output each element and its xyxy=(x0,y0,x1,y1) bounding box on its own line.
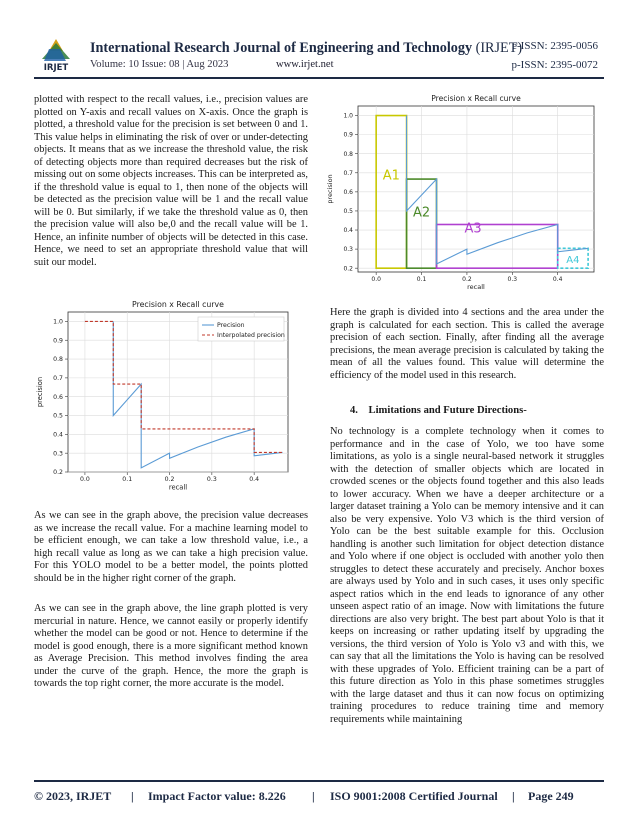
legend-label: Precision xyxy=(217,322,245,330)
footer-impact-factor: Impact Factor value: 8.226 xyxy=(148,789,286,803)
chart-title: Precision x Recall curve xyxy=(132,300,224,309)
y-axis-label: precision xyxy=(326,174,334,204)
x-tick-label: 0.1 xyxy=(416,276,427,283)
y-tick-label: 0.4 xyxy=(343,227,353,235)
x-tick-label: 0.2 xyxy=(462,276,472,283)
footer-rule xyxy=(34,780,604,782)
x-tick-label: 0.3 xyxy=(206,476,217,484)
x-tick-label: 0.2 xyxy=(164,476,175,484)
y-tick-label: 1.0 xyxy=(53,318,63,326)
irjet-logo xyxy=(36,37,76,73)
precision-recall-chart xyxy=(36,300,298,500)
y-axis-label: precision xyxy=(36,376,44,408)
y-tick-label: 1.0 xyxy=(343,112,353,120)
legend-label: Interpolated precision xyxy=(217,332,285,340)
y-tick-label: 0.3 xyxy=(343,246,353,254)
y-tick-label: 0.6 xyxy=(343,188,353,196)
section-heading: 4. Limitations and Future Directions- xyxy=(350,405,527,416)
journal-abbrev: (IRJET) xyxy=(475,40,523,56)
footer-separator: | xyxy=(312,789,315,803)
left-paragraph-1: plotted with respect to the recall values, i.e., precision values are plotted on Y-axis and recall values on X-axis. Once the graph is plotted, a threshold value for the precision is set between 0 and 1. This value helps in eliminating the risk of over or under-detecting objects. It means that as we increase the threshold value, the risk of detecting objects more than required decreases but the risk of missing out on some objects increases. This can be interpreted as, if the threshold value is equal to 1, then none of the objects will be detected as the precision value will be 1 and the recall value will be 0. But similarly, if we take the threshold value as 0, then the precision value will also be,0 and the recall value will be 1. Hence, an infinite number of objects will be detected in this case. Hence, we need to set an appropriate threshold value that will suit our model. xyxy=(34,94,308,268)
y-tick-label: 0.5 xyxy=(343,208,353,216)
x-axis-label: recall xyxy=(168,483,188,492)
x-tick-label: 0.1 xyxy=(122,476,133,484)
region-label-a1: A1 xyxy=(382,168,400,184)
logo-text: IRJET xyxy=(43,63,69,73)
y-tick-label: 0.8 xyxy=(343,150,353,158)
x-tick-label: 0.4 xyxy=(249,476,260,484)
region-label-a3: A3 xyxy=(464,221,482,237)
y-tick-label: 0.2 xyxy=(343,265,353,273)
y-tick-label: 0.9 xyxy=(343,131,353,139)
right-paragraph-1: Here the graph is divided into 4 sections and the area under the graph is calculated for each section. This is called the average precision of each section. Finally, after finding all the average precisions, the mean average precision is calculated by taking the mean of all the values found. This value will determine the efficiency of the model used in this research. xyxy=(330,307,604,381)
x-axis-label: recall xyxy=(467,282,485,291)
x-tick-label: 0.0 xyxy=(80,476,90,484)
volume-issue: Volume: 10 Issue: 08 | Aug 2023 xyxy=(90,59,229,70)
p-issn: p-ISSN: 2395-0072 xyxy=(511,59,598,71)
footer-copyright: © 2023, IRJET xyxy=(34,789,112,803)
region-label-a4: A4 xyxy=(566,255,580,267)
footer-page-number: Page 249 xyxy=(528,789,574,803)
left-paragraph-3: As we can see in the graph above, the line graph plotted is very mercurial in nature. Hence, we cannot easily or properly identify whether the model can be good or not. Hence to determine if the model is good enough, there is a more significant method known as Average Precision. This method involves finding the area under the curve of the graph. Hence, the more the graph is towards the top right corner, the more accurate is the model. xyxy=(34,603,308,689)
average-precision-sections-chart xyxy=(326,94,602,292)
page-header xyxy=(0,0,638,88)
y-tick-label: 0.6 xyxy=(53,393,63,401)
journal-website: www.irjet.net xyxy=(276,59,334,70)
y-tick-label: 0.5 xyxy=(53,412,63,420)
y-tick-label: 0.3 xyxy=(53,450,63,458)
y-tick-label: 0.2 xyxy=(53,469,63,477)
journal-title xyxy=(90,40,522,57)
right-paragraph-2: No technology is a complete technology when it comes to performance and in the case of Yolo, we too have some limitations, as yolo is a single neural-based network it struggles with the detection of smaller objects which are located in crowded scenes or the objects found together and this also leads to lower accuracy. When we have a deeper architecture or a larger dataset training a Yolo can be memory intensive and it can also be very expensive. Yolo V3 which is the third version of Yolo can be the best suitable example for this. Occlusion handling is another such limitation for object detection distance and Yolo where if one object is occluded with another yolo then struggles to detect these accurately and precisely. Anchor boxes are always used by Yolo and in such cases, it uses only specific aspect ratios which in the end leads to ignorance of any other unseen aspect ratio of an image. Now with limitations the future directions are also very bright. The best part about Yolo is that it keeps on increasing or rather updating itself by upgrading the versions, the third version of Yolo is Yolo v3 and with this, we can say that all the limitations the Yolo is having can be resolved with these upgrades of Yolo. Efficient training can be a part of this future direction as Yolo in this phase sometimes struggles with the large dataset and thus it can now focus on optimizing training procedures to reduce training time and memory requirements while maintaining xyxy=(330,426,604,725)
e-issn: e-ISSN: 2395-0056 xyxy=(512,40,598,52)
x-tick-label: 0.3 xyxy=(507,276,518,283)
y-tick-label: 0.4 xyxy=(53,431,63,439)
footer-separator: | xyxy=(512,789,515,803)
x-tick-label: 0.4 xyxy=(552,276,563,283)
journal-title-text: International Research Journal of Engineering and Technology xyxy=(90,40,473,56)
region-label-a2: A2 xyxy=(412,205,431,221)
y-tick-label: 0.7 xyxy=(343,169,353,177)
left-paragraph-2: As we can see in the graph above, the precision value decreases as we increase the recall value. For a machine learning model to be efficient enough, we can take a low threshold value, i.e., a high recall value as long as we can take a high precision value. For this YOLO model to be a better model, the points plotted should be in the higher right corner of the graph. xyxy=(34,510,308,584)
footer-separator: | xyxy=(131,789,134,803)
chart-title: Precision x Recall curve xyxy=(431,94,521,103)
y-tick-label: 0.7 xyxy=(53,375,63,383)
x-tick-label: 0.0 xyxy=(371,276,381,283)
header-rule xyxy=(34,77,604,79)
footer-iso: ISO 9001:2008 Certified Journal xyxy=(330,789,498,803)
plot-area xyxy=(358,106,594,272)
y-tick-label: 0.8 xyxy=(53,356,63,364)
y-tick-label: 0.9 xyxy=(53,337,63,345)
